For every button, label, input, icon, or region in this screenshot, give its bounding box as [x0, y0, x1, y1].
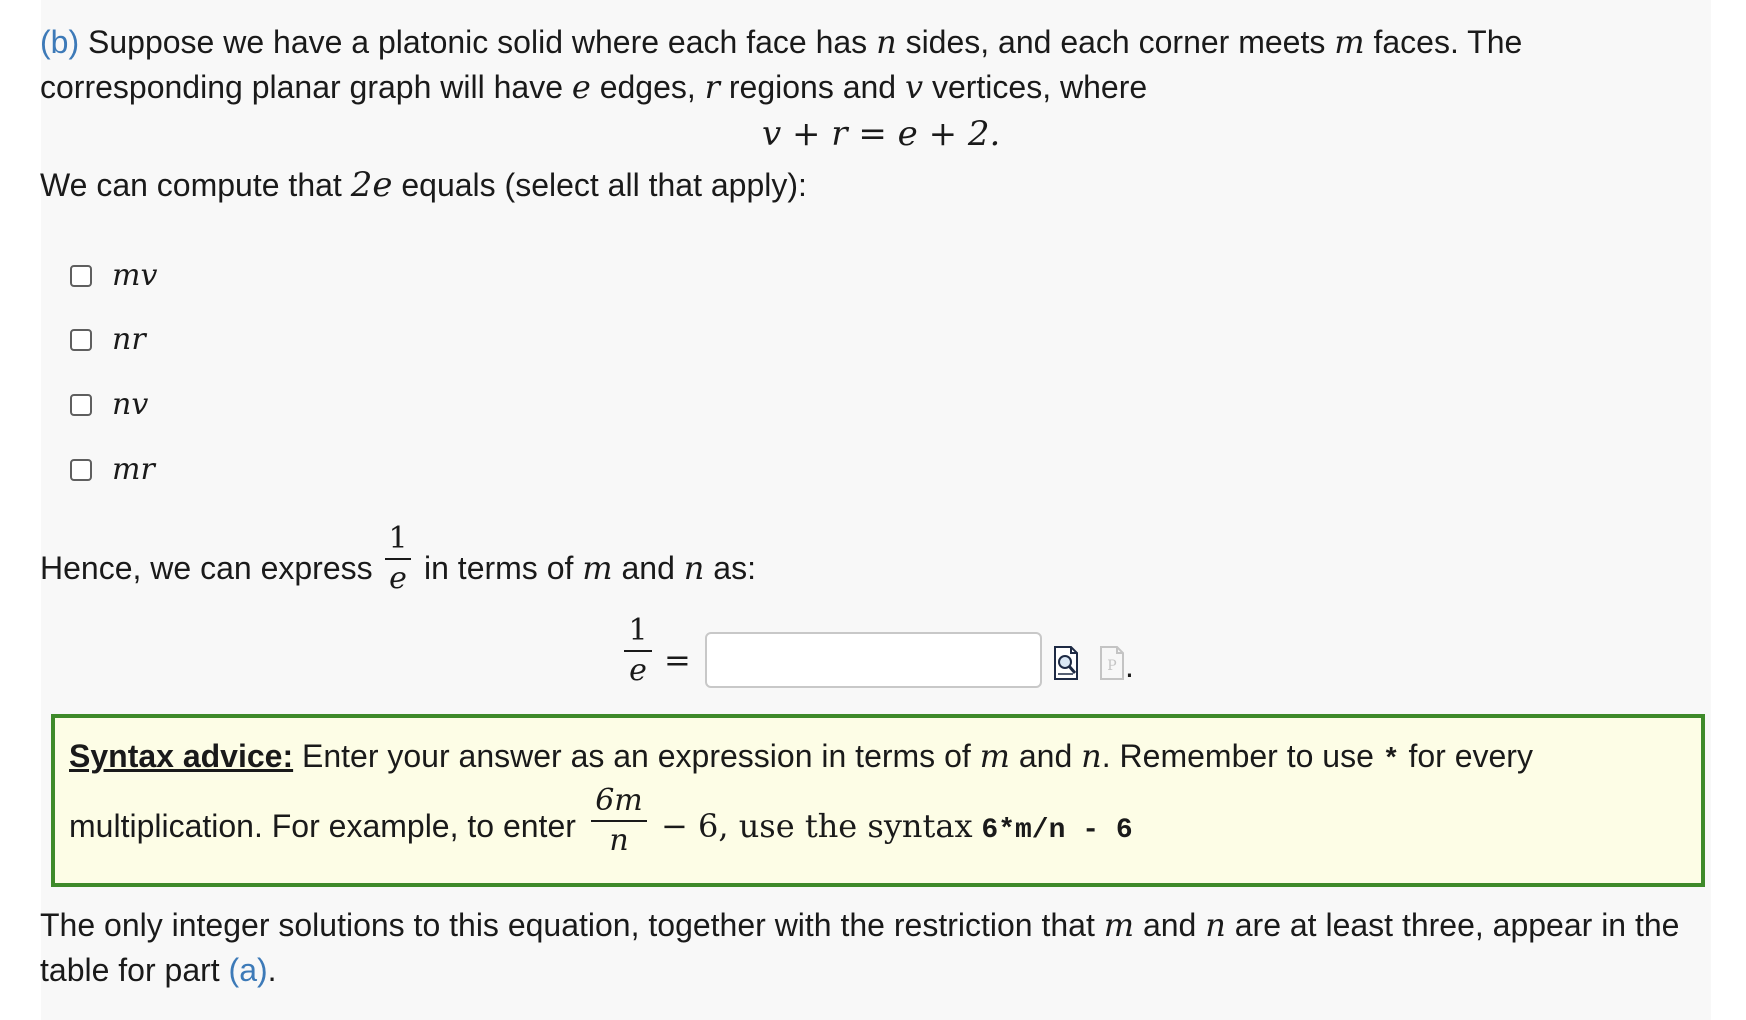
syntax-example-denominator: n — [609, 823, 629, 858]
express-line-start: Hence, we can express — [40, 550, 373, 586]
line2-text-3: regions and — [728, 69, 897, 105]
fraction-one-over-e — [385, 522, 411, 596]
var-v: v — [904, 68, 924, 106]
syntax-var-m: m — [979, 737, 1010, 775]
syntax-code-example: 6*m/n - 6 — [981, 815, 1133, 846]
footer-text-1: The only integer solutions to this equation, together with the restriction that — [40, 907, 1095, 943]
answer-lhs-bar — [624, 650, 652, 652]
express-and: and — [621, 550, 675, 586]
option-checkbox-nr[interactable] — [70, 329, 92, 351]
option-checkbox-mv[interactable] — [70, 265, 92, 287]
express-text-2: in terms of — [424, 550, 574, 586]
part-label: (b) — [40, 24, 80, 60]
formula-help-icon[interactable] — [1099, 646, 1125, 680]
syntax-line-2-start: multiplication. For example, to enter — [69, 808, 576, 844]
syntax-advice-title: Syntax advice: — [69, 738, 294, 774]
var-r: r — [704, 68, 720, 106]
footer-line-2 — [40, 950, 277, 990]
footer-period: . — [267, 952, 277, 988]
footer-text-2: are at least three, appear in the — [1234, 907, 1680, 943]
footer-line-1 — [40, 905, 1679, 945]
answer-period: . — [1125, 648, 1134, 684]
footer-and: and — [1142, 907, 1197, 943]
footer-text-3: table for part — [40, 952, 220, 988]
syntax-text-1: Enter your answer as an expression in terms of — [302, 738, 971, 774]
answer-lhs-fraction — [624, 614, 652, 688]
option-label-mr[interactable]: mr — [112, 452, 155, 487]
var-n-express: n — [683, 549, 705, 587]
part-a-link[interactable]: (a) — [228, 952, 268, 988]
syntax-and: and — [1018, 738, 1073, 774]
intro-text-3: faces. The — [1373, 24, 1523, 60]
answer-input[interactable] — [705, 632, 1042, 688]
syntax-star: * — [1382, 745, 1400, 776]
euler-equation: v + r = e + 2. — [762, 114, 1001, 154]
footer-var-n: n — [1205, 906, 1226, 944]
syntax-example-numerator: 6m — [595, 783, 643, 818]
syntax-advice-box — [51, 714, 1705, 887]
syntax-text-2: . Remember to use — [1101, 738, 1374, 774]
syntax-line-1 — [69, 736, 1533, 781]
line2-text-2: edges, — [599, 69, 696, 105]
answer-equals: = — [664, 641, 691, 679]
preview-answer-icon[interactable] — [1053, 646, 1079, 680]
option-label-nr[interactable]: nr — [112, 322, 146, 357]
var-m-express: m — [582, 549, 613, 587]
express-text-3: as: — [713, 550, 756, 586]
expr-2e: 2e — [350, 165, 393, 205]
svg-text:P: P — [1107, 658, 1117, 674]
answer-lhs-denominator: e — [629, 653, 647, 688]
syntax-var-n: n — [1081, 737, 1102, 775]
var-m: m — [1334, 23, 1365, 61]
line2-text-4: vertices, where — [931, 69, 1148, 105]
compute-text-1: We can compute that — [40, 167, 342, 203]
option-label-nv[interactable]: nv — [112, 387, 149, 422]
option-checkbox-mr[interactable] — [70, 459, 92, 481]
line2-text-1: corresponding planar graph will have — [40, 69, 563, 105]
var-e: e — [571, 68, 591, 106]
express-line-end — [424, 548, 756, 588]
compute-text-2: equals (select all that apply): — [401, 167, 807, 203]
syntax-text-3: for every — [1408, 738, 1533, 774]
var-n: n — [876, 23, 897, 61]
syntax-line-2-end — [661, 806, 1133, 851]
syntax-example-bar — [591, 820, 647, 822]
option-label-mv[interactable]: mv — [112, 258, 158, 293]
footer-var-m: m — [1103, 906, 1135, 944]
compute-line — [40, 165, 807, 205]
fraction-numerator: 1 — [388, 521, 408, 556]
answer-lhs-numerator: 1 — [628, 613, 648, 648]
fraction-bar — [385, 558, 411, 560]
intro-text-2: sides, and each corner meets — [905, 24, 1326, 60]
fraction-denominator: e — [389, 561, 407, 596]
option-checkbox-nv[interactable] — [70, 394, 92, 416]
intro-text-1: Suppose we have a platonic solid where each face has — [88, 24, 868, 60]
question-line-2 — [40, 67, 1147, 107]
syntax-example-tail: − 6, use the syntax — [661, 807, 973, 845]
question-line-1 — [40, 22, 1522, 62]
syntax-example-fraction — [591, 784, 647, 858]
